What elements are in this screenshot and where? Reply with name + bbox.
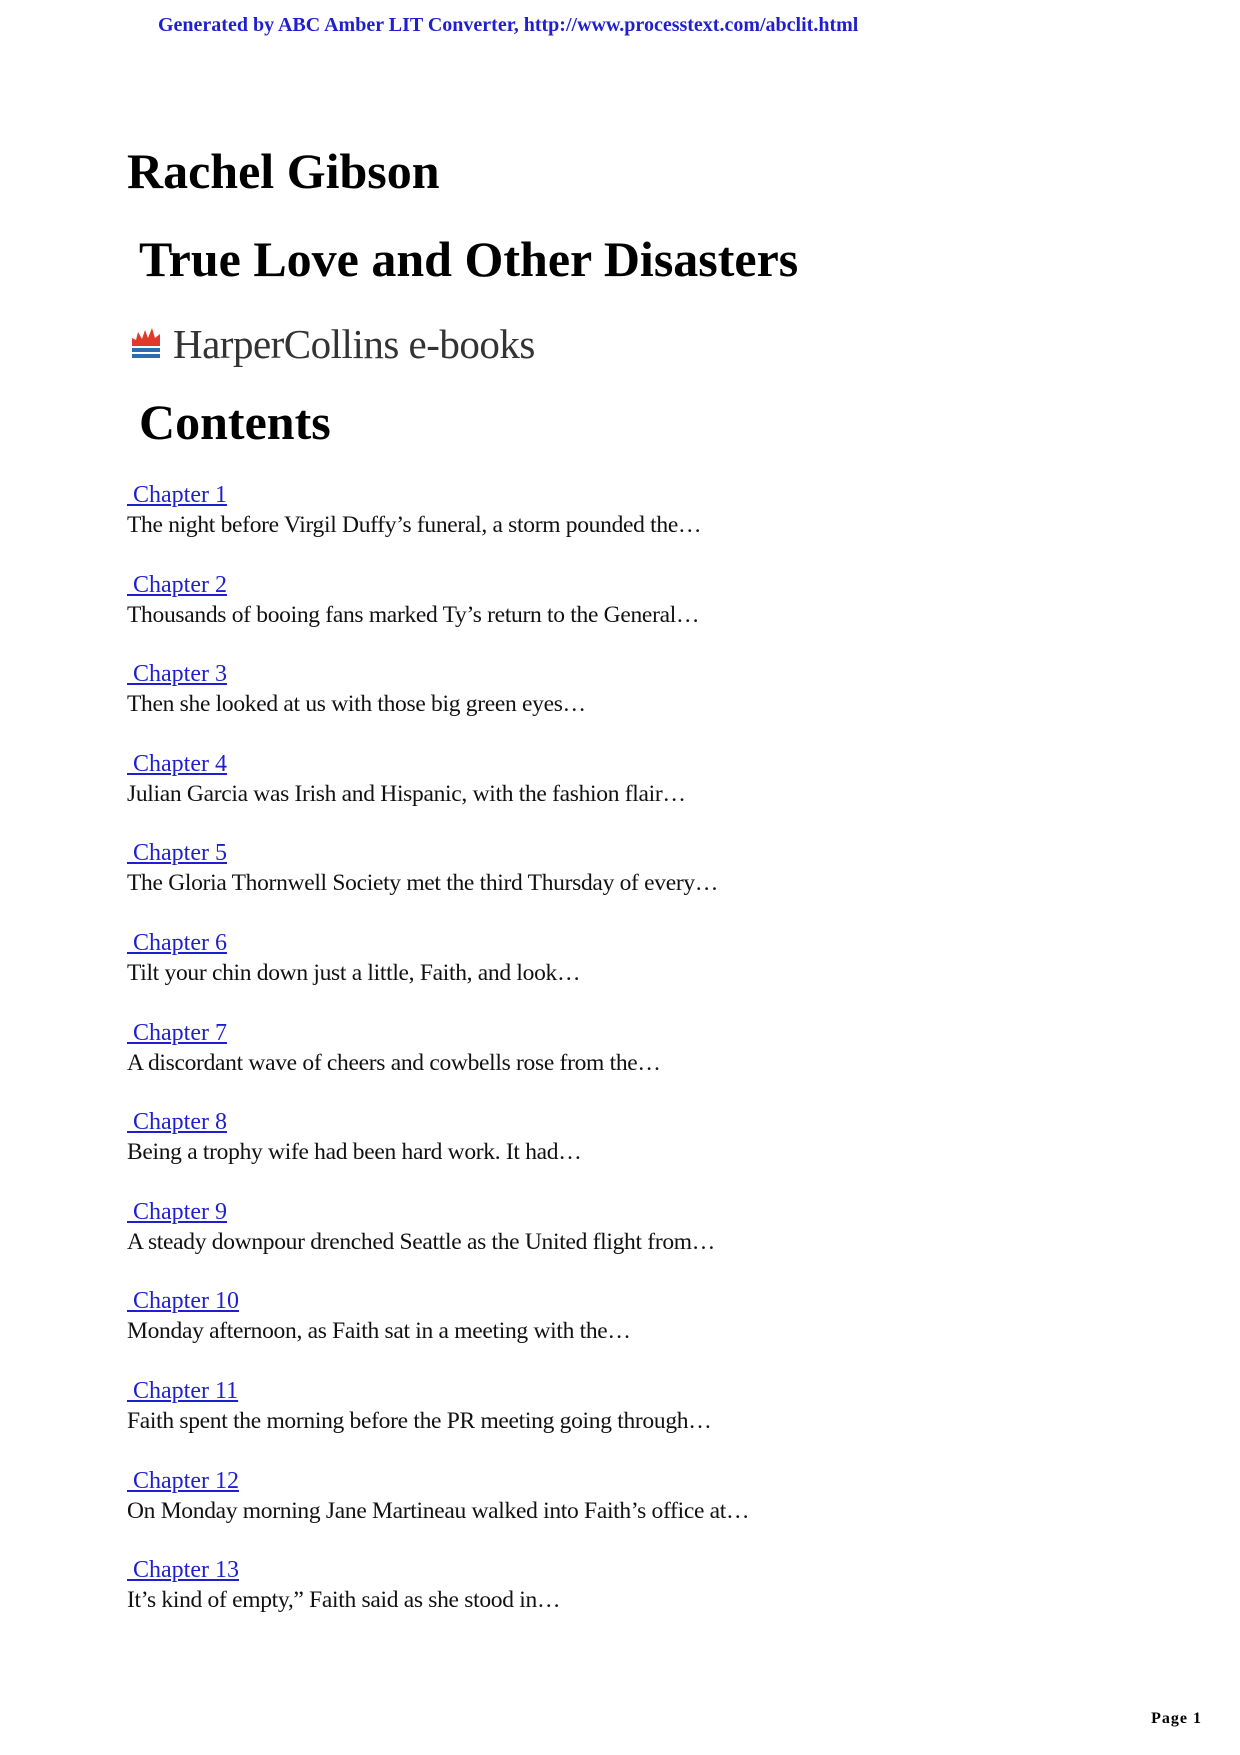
chapter-11-excerpt: Faith spent the morning before the PR meeting going through… [127, 1407, 712, 1434]
chapter-8-excerpt: Being a trophy wife had been hard work. It had… [127, 1139, 582, 1166]
chapter-1-link[interactable]: Chapter 1 [127, 482, 227, 508]
chapter-12-link[interactable]: Chapter 12 [127, 1467, 239, 1494]
chapter-7-link[interactable]: Chapter 7 [127, 1019, 227, 1046]
publisher-name: HarperCollins e-books [173, 321, 535, 367]
table-of-contents [127, 480, 749, 1645]
chapter-8-link[interactable]: Chapter 8 [127, 1109, 227, 1136]
chapter-6-link[interactable]: Chapter 6 [127, 929, 227, 956]
toc-entry-8 [127, 1107, 749, 1197]
chapter-4-link[interactable]: Chapter 4 [127, 750, 227, 777]
chapter-6-excerpt: Tilt your chin down just a little, Faith, and look… [127, 959, 581, 986]
toc-entry-11 [127, 1376, 749, 1466]
chapter-13-link[interactable]: Chapter 13 [127, 1557, 239, 1584]
toc-entry-10 [127, 1286, 749, 1376]
chapter-9-link[interactable]: Chapter 9 [127, 1198, 227, 1225]
toc-entry-6 [127, 928, 749, 1018]
toc-entry-9 [127, 1197, 749, 1287]
toc-entry-4 [127, 749, 749, 839]
chapter-5-link[interactable]: Chapter 5 [127, 840, 227, 867]
publisher-brand [131, 318, 535, 370]
chapter-1-excerpt: The night before Virgil Duffy’s funeral, a storm pounded the… [127, 512, 702, 538]
chapter-3-excerpt: Then she looked at us with those big green eyes… [127, 691, 586, 718]
chapter-2-link[interactable]: Chapter 2 [127, 571, 227, 598]
book-title: True Love and Other Disasters [139, 231, 799, 287]
toc-entry-12 [127, 1466, 749, 1556]
publisher-logo-icon [131, 326, 161, 362]
chapter-7-excerpt: A discordant wave of cheers and cowbells rose from the… [127, 1049, 661, 1076]
toc-entry-5 [127, 838, 749, 928]
chapter-3-link[interactable]: Chapter 3 [127, 661, 227, 688]
page-number: Page 1 [1151, 1710, 1202, 1727]
chapter-11-link[interactable]: Chapter 11 [127, 1377, 239, 1404]
chapter-10-excerpt: Monday afternoon, as Faith sat in a meeting with the… [127, 1318, 631, 1345]
chapter-5-excerpt: The Gloria Thornwell Society met the third Thursday of every… [127, 870, 719, 897]
toc-entry-3 [127, 659, 749, 749]
toc-entry-2 [127, 570, 749, 660]
chapter-4-excerpt: Julian Garcia was Irish and Hispanic, with the fashion flair… [127, 780, 686, 807]
chapter-9-excerpt: A steady downpour drenched Seattle as the United flight from… [127, 1228, 715, 1255]
contents-heading: Contents [139, 394, 331, 450]
chapter-12-excerpt: On Monday morning Jane Martineau walked into Faith’s office at… [127, 1497, 750, 1524]
author-name: Rachel Gibson [127, 143, 440, 199]
chapter-2-excerpt: Thousands of booing fans marked Ty’s return to the General… [127, 601, 700, 628]
toc-entry-1 [127, 480, 749, 570]
toc-entry-7 [127, 1018, 749, 1108]
toc-entry-13 [127, 1555, 749, 1645]
generator-banner[interactable]: Generated by ABC Amber LIT Converter, http://www.processtext.com/abclit.html [158, 14, 859, 36]
chapter-13-excerpt: It’s kind of empty,” Faith said as she stood in… [127, 1587, 561, 1614]
chapter-10-link[interactable]: Chapter 10 [127, 1288, 239, 1315]
